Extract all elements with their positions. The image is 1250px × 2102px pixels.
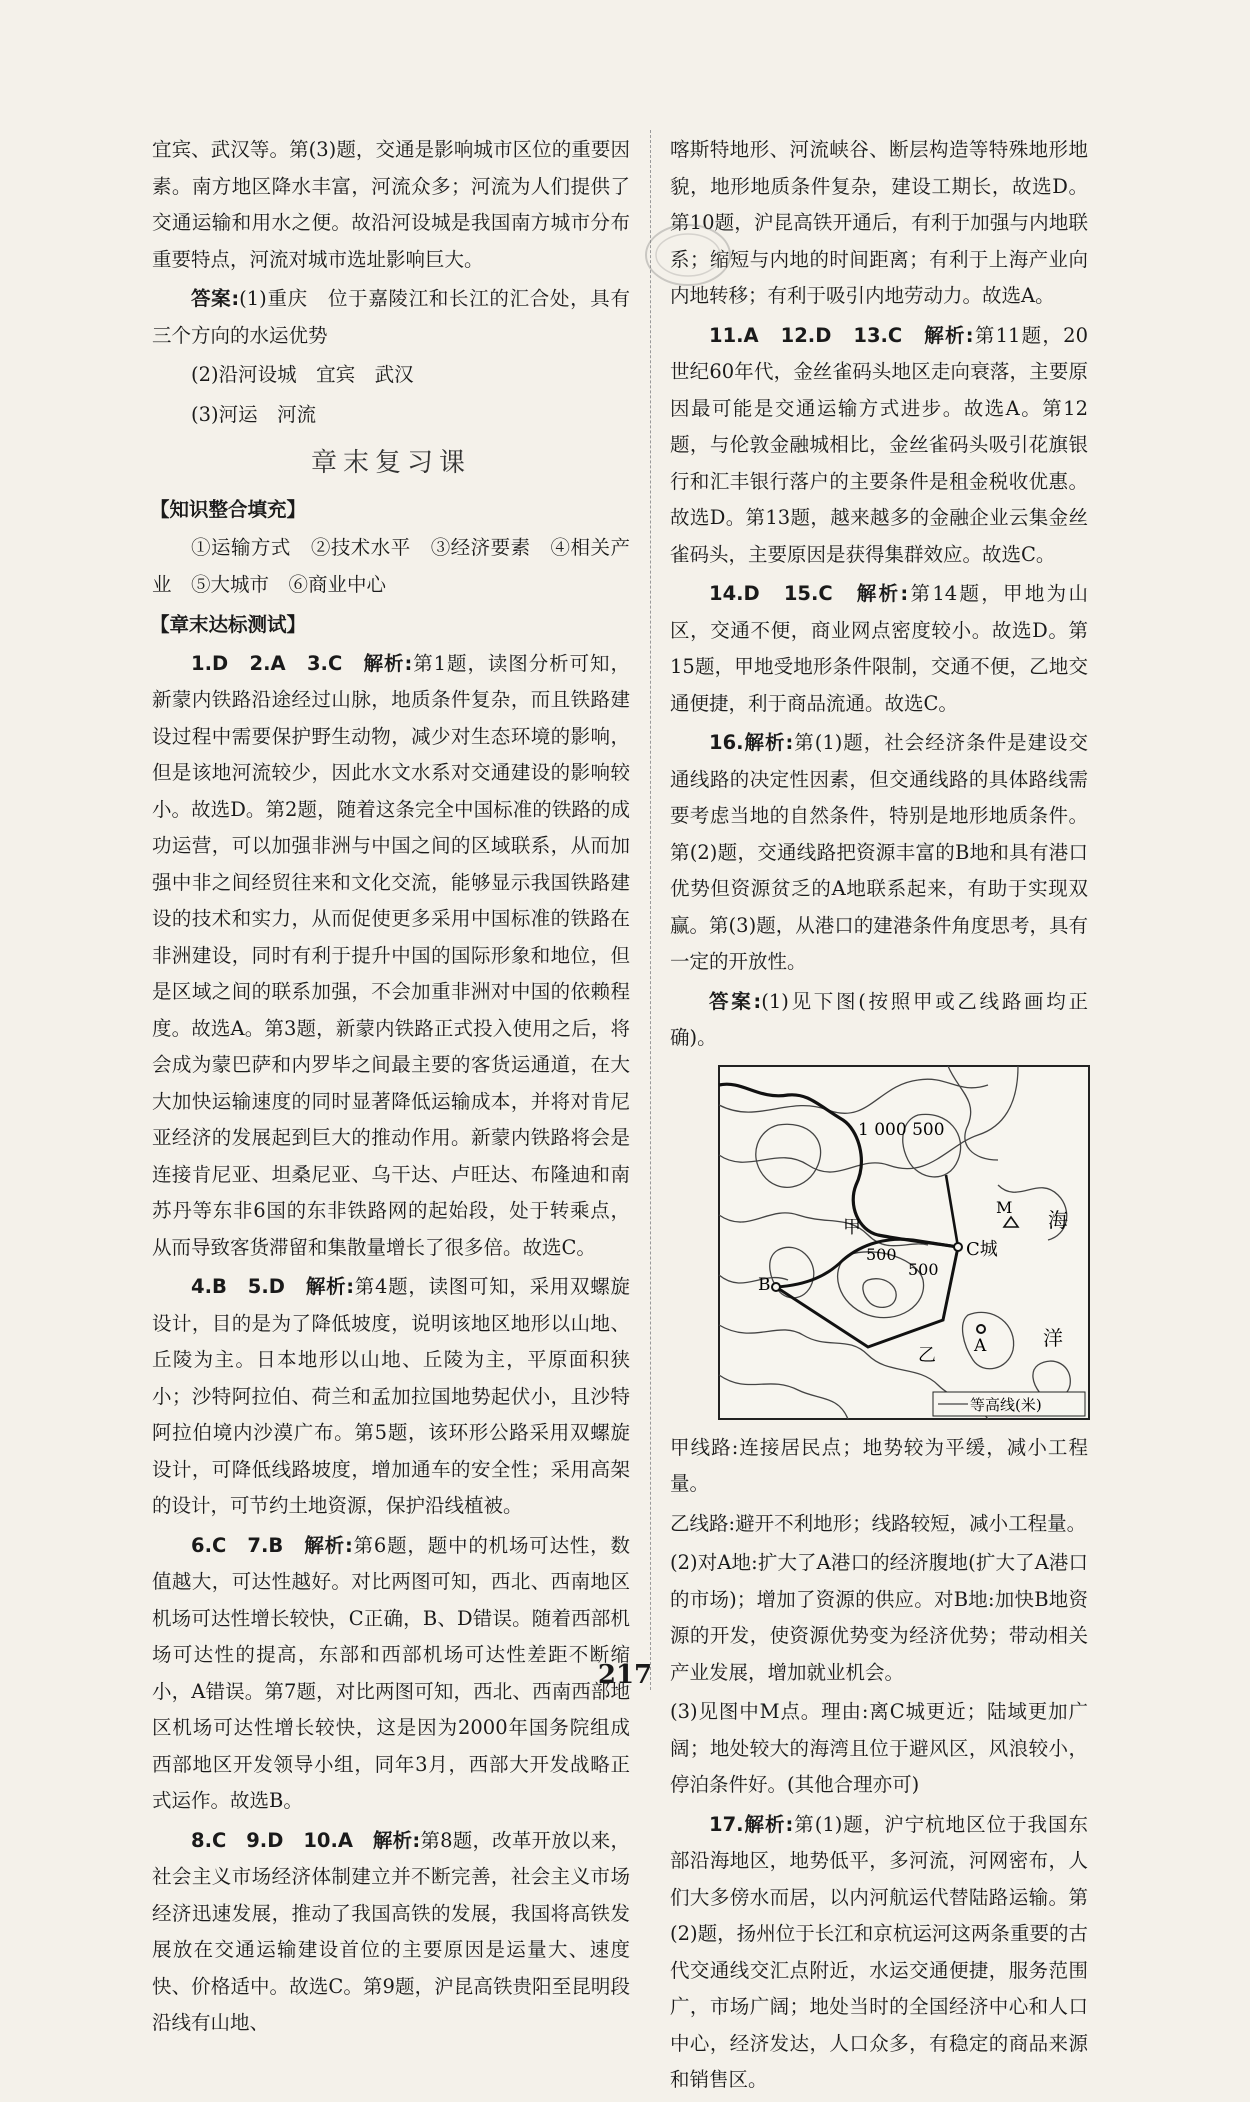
right-column xyxy=(670,132,1088,2102)
legend-label: 等高线(米) xyxy=(970,1395,1042,1414)
section-chapter-test: 【章末达标测试】 xyxy=(150,613,307,636)
label-1000-500: 1 000 500 xyxy=(858,1119,945,1140)
answer-paragraph xyxy=(152,281,630,354)
question-text: 第6题，题中的机场可达性，数值越大，可达性越好。对比两图可知，西北、西南地区机场可达性增长较快，C正确，B、D错误。随着西部机场可达性的提高，东部和西部机场可达性差距不断缩小，A错误。第7题，对比两图可知，西北、西南西部地区机场可达性增长较快，这是因为2000年国务院组成西部地区开发领导小组，同年3月，西部大开发战略正式运作。故选B。 xyxy=(152,1533,630,1812)
contour-map xyxy=(718,1065,1090,1420)
question-head: 8.C 9.D 10.A 解析: xyxy=(191,1828,421,1852)
question-head: 11.A 12.D 13.C 解析: xyxy=(709,323,974,347)
label-500a: 500 xyxy=(866,1244,897,1264)
answer-1: (1)重庆 位于嘉陵江和长江的汇合处，具有三个方向的水运优势 xyxy=(152,287,630,347)
question-text: 第(1)题，沪宁杭地区位于我国东部沿海地区，地势低平，多河流，河网密布，人们大多傍水而居，以内河航运代替陆路运输。第(2)题，扬州位于长江和京杭运河这两条重要的古代交通线交汇点附近，水运交通便捷，服务范围广，市场广阔；地处当时的全国经济中心和人口中心，经济发达，人口众多，有稳定的商品来源和销售区。 xyxy=(670,1812,1089,2091)
question-16-answer xyxy=(670,984,1088,1057)
label-m: M xyxy=(996,1197,1013,1217)
question-1-3 xyxy=(152,646,630,1267)
question-text: 第8题，改革开放以来，社会主义市场经济体制建立并不断完善，社会主义市场经济迅速发展，推动了我国高铁的发展，我国将高铁发展放在交通运输建设首位的主要原因是运量大、速度快、价格适中。故选C。第9题，沪昆高铁贵阳至昆明段沿线有山地、 xyxy=(152,1828,630,2034)
fill-answers: ①运输方式 ②技术水平 ③经济要素 ④相关产业 ⑤大城市 ⑥商业中心 xyxy=(152,536,630,596)
point-c xyxy=(954,1243,962,1251)
question-text: 第14题，甲地为山区，交通不便，商业网点密度较小。故选D。第15题，甲地受地形条件限制，交通不便，乙地交通便捷，利于商品流通。故选C。 xyxy=(670,582,1088,715)
question-head: 1.D 2.A 3.C 解析: xyxy=(191,651,413,675)
question-head: 4.B 5.D 解析: xyxy=(191,1275,355,1298)
label-yi: 乙 xyxy=(918,1344,936,1366)
label-a: A xyxy=(974,1335,987,1356)
question-4-5 xyxy=(152,1269,630,1525)
question-14-15 xyxy=(670,576,1088,722)
line-yi-text: 乙线路:避开不利地形；线路较短，减小工程量。 xyxy=(670,1511,1087,1535)
label-c-city: C城 xyxy=(966,1238,998,1260)
question-11-13 xyxy=(670,318,1088,574)
question-text: 第4题，读图可知，采用双螺旋设计，目的是为了降低坡度，说明该地区地形以山地、丘陵为主。日本地形以山地、丘陵为主，平原面积狭小；沙特阿拉伯、荷兰和孟加拉国地势起伏小，且沙特阿拉伯境内沙漠广布。第5题，该环形公路采用双螺旋设计，可降低线路坡度，增加通车的安全性；采用高架的设计，可节约土地资源，保护沿线植被。 xyxy=(152,1275,630,1517)
question-head: 6.C 7.B 解析: xyxy=(191,1533,353,1557)
section-knowledge-integration: 【知识整合填充】 xyxy=(150,497,307,521)
label-500b: 500 xyxy=(908,1259,939,1279)
point-b xyxy=(772,1283,780,1291)
map-frame xyxy=(719,1066,1089,1419)
line-jia-text: 甲线路:连接居民点；地势较为平缓，减小工程量。 xyxy=(670,1435,1088,1495)
column-divider xyxy=(650,130,651,1690)
label-b: B xyxy=(758,1274,771,1295)
label-jia: 甲 xyxy=(843,1216,861,1238)
question-16 xyxy=(670,725,1088,981)
answer-1: (1)见下图(按照甲或乙线路画均正确)。 xyxy=(670,989,1088,1049)
question-head: 16.解析: xyxy=(709,731,794,754)
label-ocean: 洋 xyxy=(1043,1325,1063,1350)
question-8-10 xyxy=(152,1823,630,2042)
intro-paragraph: 宜宾、武汉等。第(3)题，交通是影响城市区位的重要因素。南方地区降水丰富，河流众多；河流为人们提供了交通运输和用水之便。故沿河设城是我国南方城市分布重要特点，河流对城市选址影响巨大。 xyxy=(152,138,630,271)
stamp-watermark xyxy=(640,215,736,295)
question-text: 第1题，读图分析可知，新蒙内铁路沿途经过山脉，地质条件复杂，而且铁路建设过程中需要保护野生动物，减少对生态环境的影响，但是该地河流较少，因此水文水系对交通建设的影响较小。故选D。第2题，随着这条完全中国标准的铁路的成功运营，可以加强非洲与中国之间的区域联系，从而加强中非之间经贸往来和文化交流，能够显示我国铁路建设的技术和实力，从而促使更多采用中国标准的铁路在非洲建设，同时有利于提升中国的国际形象和地位，但是区域之间的联系加强，不会加重非洲对中国的依赖程度。故选A。第3题，新蒙内铁路正式投入使用之后，将会成为蒙巴萨和内罗毕之间最主要的客货运通道，在大大加快运输速度的同时显著降低运输成本，并将对肯尼亚经济的发展起到巨大的推动作用。新蒙内铁路将会是连接肯尼亚、坦桑尼亚、乌干达、卢旺达、布隆迪和南苏丹等东非6国的东非铁路网的起始段，处于转乘点，从而导致客货滞留和集散量增长了很多倍。故选C。 xyxy=(152,651,630,1259)
question-text: 第(1)题，社会经济条件是建设交通线路的决定性因素，但交通线路的具体路线需要考虑当地的自然条件，特别是地形地质条件。第(2)题，交通线路把资源丰富的B地和具有港口优势但资源贫乏的A地联系起来，有助于实现双赢。第(3)题，从港口的建港条件角度思考，具有一定的开放性。 xyxy=(670,731,1089,973)
contour-map-svg xyxy=(718,1065,1090,1420)
question-head: 17.解析: xyxy=(709,1812,794,1836)
left-column xyxy=(152,132,630,2045)
answer-3: (3)河运 河流 xyxy=(191,402,317,426)
answer-3-text: (3)见图中M点。理由:离C城更近；陆域更加广阔；地处较大的海湾且位于避风区，风浪较小，停泊条件好。(其他合理亦可) xyxy=(670,1700,1088,1796)
point-a xyxy=(977,1325,985,1333)
answer-2: (2)沿河设城 宜宾 武汉 xyxy=(191,363,414,386)
answer-label: 答案: xyxy=(191,287,240,310)
chapter-title: 章末复习课 xyxy=(310,448,471,478)
label-sea: 海 xyxy=(1048,1207,1068,1232)
question-17 xyxy=(670,1807,1088,2099)
answer-label: 答案: xyxy=(709,989,762,1013)
question-text: 第11题，20世纪60年代，金丝雀码头地区走向衰落，主要原因最可能是交通运输方式进步。故选A。第12题，与伦敦金融城相比，金丝雀码头吸引花旗银行和汇丰银行落户的主要条件是租金税收优惠。故选D。第13题，越来越多的金融企业云集金丝雀码头，主要原因是获得集群效应。故选C。 xyxy=(670,323,1088,566)
question-head: 14.D 15.C 解析: xyxy=(709,582,909,605)
continued-paragraph: 喀斯特地形、河流峡谷、断层构造等特殊地形地貌，地形地质条件复杂，建设工期长，故选D。第10题，沪昆高铁开通后，有利于加强与内地联系；缩短与内地的时间距离；有利于上海产业向内地转移；有利于吸引内地劳动力。故选A。 xyxy=(670,138,1088,307)
page-number: 217 xyxy=(597,1660,653,1690)
answer-2-text: (2)对A地:扩大了A港口的经济腹地(扩大了A港口的市场)；增加了资源的供应。对B地:加快B地资源的开发，使资源优势变为经济优势；带动相关产业发展，增加就业机会。 xyxy=(670,1551,1088,1684)
